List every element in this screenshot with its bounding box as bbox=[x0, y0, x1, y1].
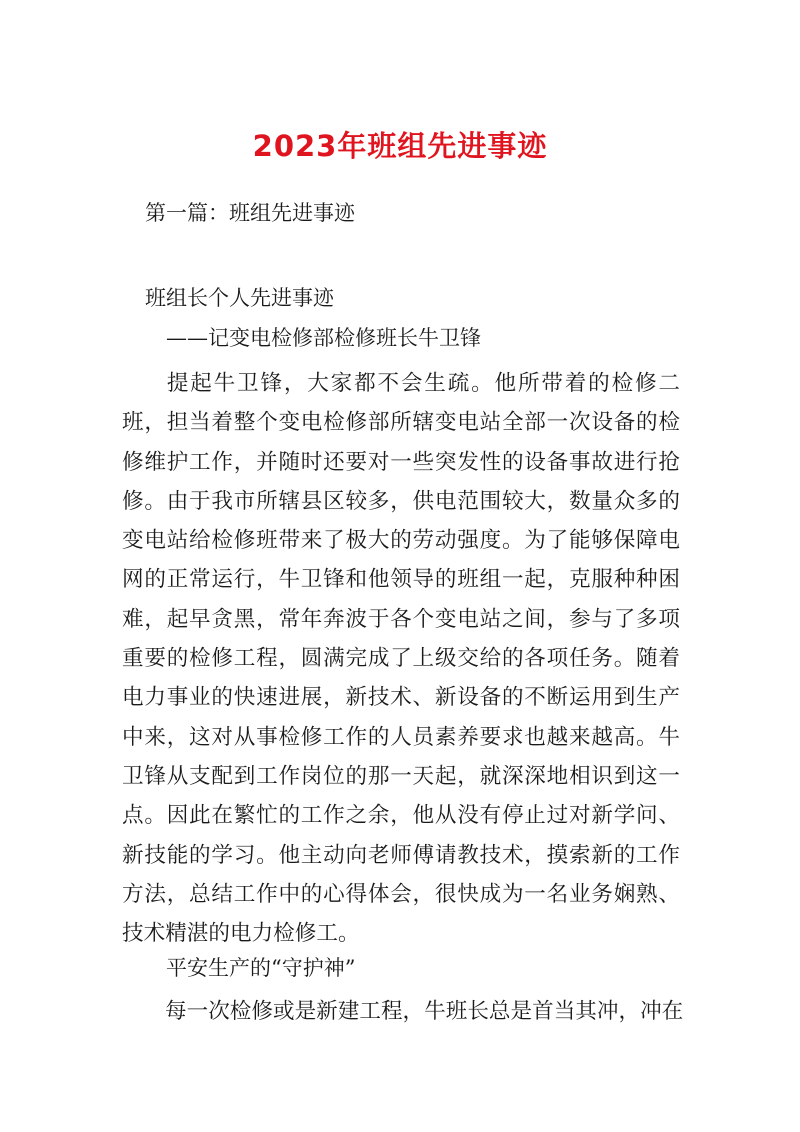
body-paragraph-2 bbox=[122, 992, 684, 1031]
chapter-title: 第一篇：班组先进事迹 bbox=[145, 201, 355, 225]
section-title: 平安生产的“守护神” bbox=[166, 956, 356, 980]
document-title: 2023年班组先进事迹 bbox=[252, 129, 548, 163]
section-subheading: ——记变电检修部检修班长牛卫锋 bbox=[166, 326, 481, 350]
section-heading: 班组长个人先进事迹 bbox=[145, 286, 334, 310]
paragraph-1-text: 提起牛卫锋，大家都不会生疏。他所带着的检修二班，担当着整个变电检修部所辖变电站全部一次设备的检修维护工作，并随时还要对一些突发性的设备事故进行抢修。由于我市所辖县区较多，供电范围较大，数量众多的变电站给检修班带来了极大的劳动强度。为了能够保障电网的正常运行，牛卫锋和他领导的班组一起，克服种种困难，起早贪黑，常年奔波于各个变电站之间，参与了多项重要的检修工程，圆满完成了上级交给的各项任务。随着电力事业的快速进展，新技术、新设备的不断运用到生产中来，这对从事检修工作的人员素养要求也越来越高。牛卫锋从支配到工作岗位的那一天起，就深深地相识到这一点。因此在繁忙的工作之余，他从没有停止过对新学问、新技能的学习。他主动向老师傅请教技术，摸索新的工作方法，总结工作中的心得体会，很快成为一名业务娴熟、技术精湛的电力检修工。 bbox=[122, 371, 680, 947]
paragraph-2-text: 每一次检修或是新建工程，牛班长总是首当其冲，冲在 bbox=[165, 999, 684, 1024]
body-paragraph-1 bbox=[122, 364, 680, 953]
